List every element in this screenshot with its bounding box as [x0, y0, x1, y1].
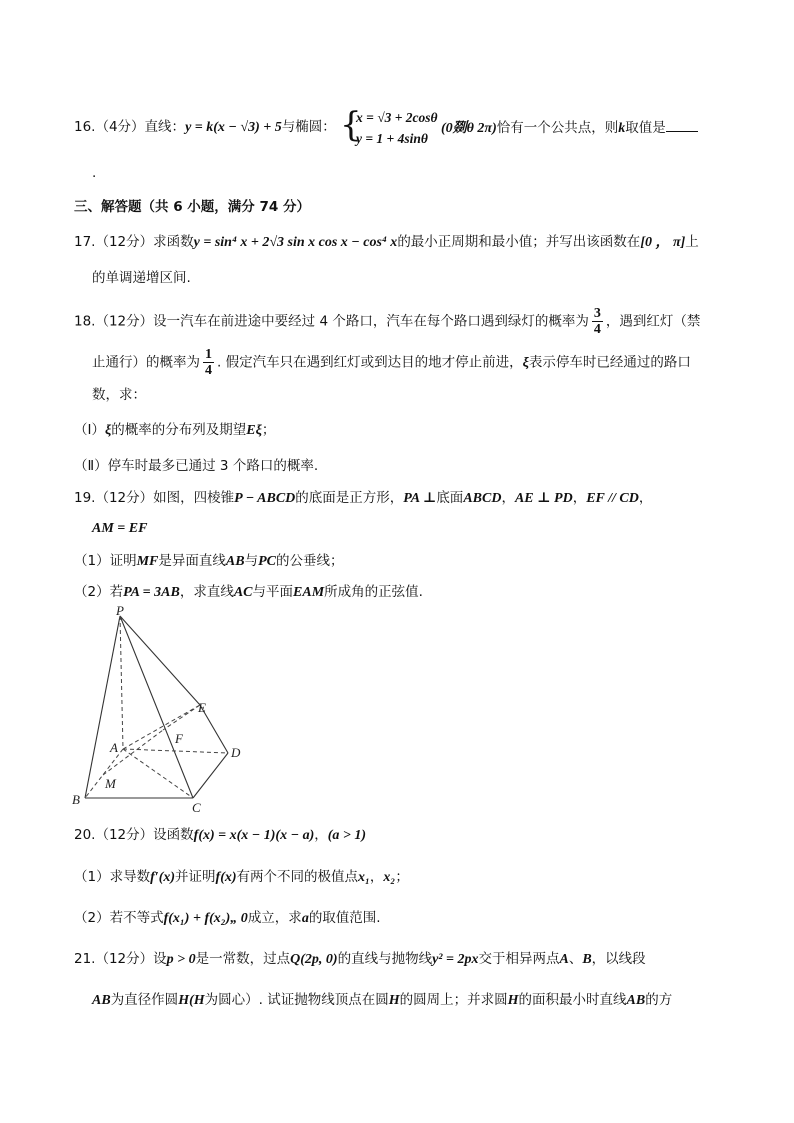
q21-text4: 、	[568, 951, 583, 967]
q18-line2	[92, 347, 691, 378]
q18-part1	[74, 420, 275, 441]
q16-tail	[441, 117, 698, 139]
q19-part1-text2: 与	[244, 553, 259, 569]
q19-part2	[74, 582, 423, 603]
q21-l2-text2: 为圆心）. 试证抛物线顶点在圆	[204, 992, 389, 1008]
q18-part1-xi: ξ	[104, 423, 112, 438]
q19-cond3: AE ⊥ PD	[514, 491, 573, 506]
q16-k: k	[618, 121, 626, 136]
q21-text2: 的直线与抛物线	[337, 951, 433, 967]
q19-cond2: ABCD	[463, 491, 502, 506]
q21-l2-text3: 的圆周上；并求圆	[399, 992, 508, 1008]
q18-part1-label: （Ⅰ）	[74, 422, 105, 438]
q21-point-b: B	[582, 952, 592, 967]
label-B: B	[72, 792, 80, 807]
q20-part2-text2: 的取值范围.	[308, 910, 381, 926]
edge-AC	[123, 749, 193, 798]
q21-l2-text1: 为直径作圆	[110, 992, 179, 1008]
edge-PE	[120, 616, 200, 705]
q19-cond4: EF // CD	[586, 491, 639, 506]
edge-EF	[163, 705, 200, 730]
q19-part1	[74, 551, 343, 572]
q21-circle-h: H(H	[178, 993, 205, 1008]
q20-part2-text1: 成立，求	[247, 910, 302, 926]
q16-system-row2: y = 1 + 4sinθ	[356, 131, 428, 146]
q18-frac-red	[203, 347, 214, 378]
label-P: P	[116, 605, 124, 618]
q19-part2-text2: 与平面	[252, 584, 294, 600]
q19-part1-ab: AB	[225, 554, 245, 569]
q19-part2-label: （2）若	[74, 584, 124, 600]
q20-condition: (a > 1)	[327, 828, 367, 843]
q20-function: f(x) = x(x − 1)(x − a)	[193, 828, 315, 843]
q16-line-equation: y = k(x − √3) + 5	[185, 120, 282, 135]
q21-h2: H	[388, 993, 400, 1008]
q20-part2-inequality: f(x₁) + f(x₂)„ 0	[163, 911, 248, 926]
q21-ab2: AB	[626, 993, 646, 1008]
q18-line1	[74, 306, 700, 337]
q20-line1	[74, 825, 366, 846]
edge-PB	[85, 616, 120, 798]
q21-number: 21.（12分）设	[74, 951, 167, 967]
q17-interval: [0 ， π]	[640, 235, 686, 250]
q21-point-a: A	[559, 952, 569, 967]
q18-number: 18.（12分）设一汽车在前进途中要经过 4 个路口，汽车在每个路口遇到绿灯的概率为	[74, 313, 589, 330]
q19-text1: 的底面是正方形，	[295, 490, 404, 506]
q19-cond1: PA ⊥	[403, 491, 437, 506]
q20-part1	[74, 867, 409, 888]
q21-h3: H	[507, 993, 519, 1008]
edge-PC	[120, 616, 193, 798]
q16-period: .	[92, 165, 97, 181]
q21-point-q: Q(2p, 0)	[290, 952, 338, 967]
q19-part2-ac: AC	[233, 585, 253, 600]
q18-part1-text: 的概率的分布列及期望	[111, 422, 247, 438]
q19-line1	[74, 488, 652, 509]
q21-cond1: p > 0	[166, 952, 196, 967]
q16-brace: {	[340, 105, 362, 145]
q19-part2-eam: EAM	[293, 585, 325, 600]
edge-CD	[193, 753, 228, 798]
q20-part1-text1: 并证明	[175, 869, 216, 885]
q16-number: 16.（4分）直线：	[74, 119, 186, 135]
q20-part2	[74, 908, 381, 929]
q17-tail2: 上	[685, 234, 699, 250]
q18-part1-end: ；	[261, 422, 276, 438]
edge-PA	[120, 616, 123, 749]
q21-line1	[74, 949, 646, 970]
q20-part1-text3: ，	[369, 869, 384, 885]
q21-parabola: y² = 2px	[432, 952, 479, 967]
q16-mid-text: 与椭圆：	[281, 119, 336, 135]
q21-line2	[92, 990, 672, 1011]
q19-text4: ，	[572, 490, 587, 506]
q21-text3: 交于相异两点	[478, 951, 560, 967]
q17-line1	[74, 232, 699, 253]
edge-AB	[85, 749, 123, 798]
label-M: M	[105, 776, 116, 791]
q21-ab: AB	[92, 993, 111, 1008]
q20-comma: ，	[314, 827, 328, 843]
q16-tail2: 取值是	[625, 120, 666, 136]
section-heading: 三、解答题（共 6 小题，满分 74 分）	[74, 199, 310, 215]
edge-AE	[123, 705, 200, 749]
q19-part1-label: （1）证明	[74, 553, 137, 569]
q18-line2c: 表示停车时已经通过的路口	[528, 354, 691, 371]
q18-frac-green	[592, 306, 603, 337]
q17-function: y = sin⁴ x + 2√3 sin x cos x − cos⁴ x	[193, 235, 398, 250]
q16-line	[74, 117, 336, 138]
q16-tail-text: 恰有一个公共点，则	[496, 120, 619, 136]
q18-line2a: 止通行）的概率为	[92, 354, 200, 371]
q16-param-range: (0剟θ 2π)	[441, 121, 497, 136]
label-E: E	[198, 700, 206, 715]
label-C: C	[192, 800, 201, 815]
q18-frac-red-num: 1	[205, 347, 212, 362]
q21-l2-text4: 的面积最小时直线	[518, 992, 627, 1008]
q19-line2: AM = EF	[92, 521, 148, 536]
q18-tail1: ，遇到红灯（禁	[605, 313, 701, 330]
q18-frac-red-den: 4	[205, 363, 212, 378]
q18-xi: ξ	[522, 355, 529, 371]
q18-line2b: . 假定汽车只在遇到红灯或到达目的地才停止前进，	[217, 354, 523, 371]
q20-part1-text4: ；	[395, 869, 409, 885]
q19-part1-pc: PC	[258, 554, 276, 569]
label-F: F	[175, 731, 183, 746]
q19-part2-text1: ，求直线	[179, 584, 234, 600]
q19-text2: 底面	[436, 490, 464, 506]
q17-tail: 的最小正周期和最小值；并写出该函数在	[397, 234, 641, 250]
q16-answer-blank	[666, 117, 698, 132]
q19-number: 19.（12分）如图，四棱锥	[74, 490, 235, 506]
q19-part2-eq: PA = 3AB	[123, 585, 180, 600]
q19-pyramid: P − ABCD	[234, 491, 296, 506]
q18-frac-green-num: 3	[593, 306, 601, 321]
q19-part1-text3: 的公垂线；	[275, 553, 344, 569]
q18-line3: 数，求：	[92, 387, 146, 403]
q20-part1-x2: x₂	[383, 870, 396, 885]
q20-part2-label: （2）若不等式	[74, 910, 164, 926]
pyramid-figure	[68, 605, 253, 815]
q19-text5: ，	[638, 490, 653, 506]
q18-frac-green-den: 4	[593, 322, 601, 337]
q21-text5: ，以线段	[591, 951, 646, 967]
q20-part2-a: a	[301, 911, 309, 926]
q17-number: 17.（12分）求函数	[74, 234, 194, 250]
q18-part2: （Ⅱ）停车时最多已通过 3 个路口的概率.	[74, 458, 319, 474]
q20-part1-label: （1）求导数	[74, 869, 151, 885]
q17-line2: 的单调递增区间.	[92, 270, 191, 286]
q18-part1-expectation: Eξ	[246, 423, 262, 438]
q20-number: 20.（12分）设函数	[74, 827, 194, 843]
q19-part1-mf: MF	[136, 554, 159, 569]
q19-text3: ，	[501, 490, 515, 506]
q21-l2-text5: 的方	[645, 992, 673, 1008]
q20-part1-fprime: f′(x)	[150, 870, 176, 885]
q20-part1-x1: x₁	[358, 870, 370, 885]
q21-text1: 是一常数，过点	[195, 951, 291, 967]
q20-part1-text2: 有两个不同的极值点	[236, 869, 359, 885]
q20-part1-f: f(x)	[215, 870, 237, 885]
q19-part2-text3: 所成角的正弦值.	[324, 584, 423, 600]
q16-system-row1: x = √3 + 2cosθ	[356, 110, 438, 125]
label-D: D	[231, 745, 241, 760]
label-A: A	[110, 740, 118, 755]
q19-part1-text1: 是异面直线	[158, 553, 226, 569]
edge-AD	[123, 749, 228, 753]
